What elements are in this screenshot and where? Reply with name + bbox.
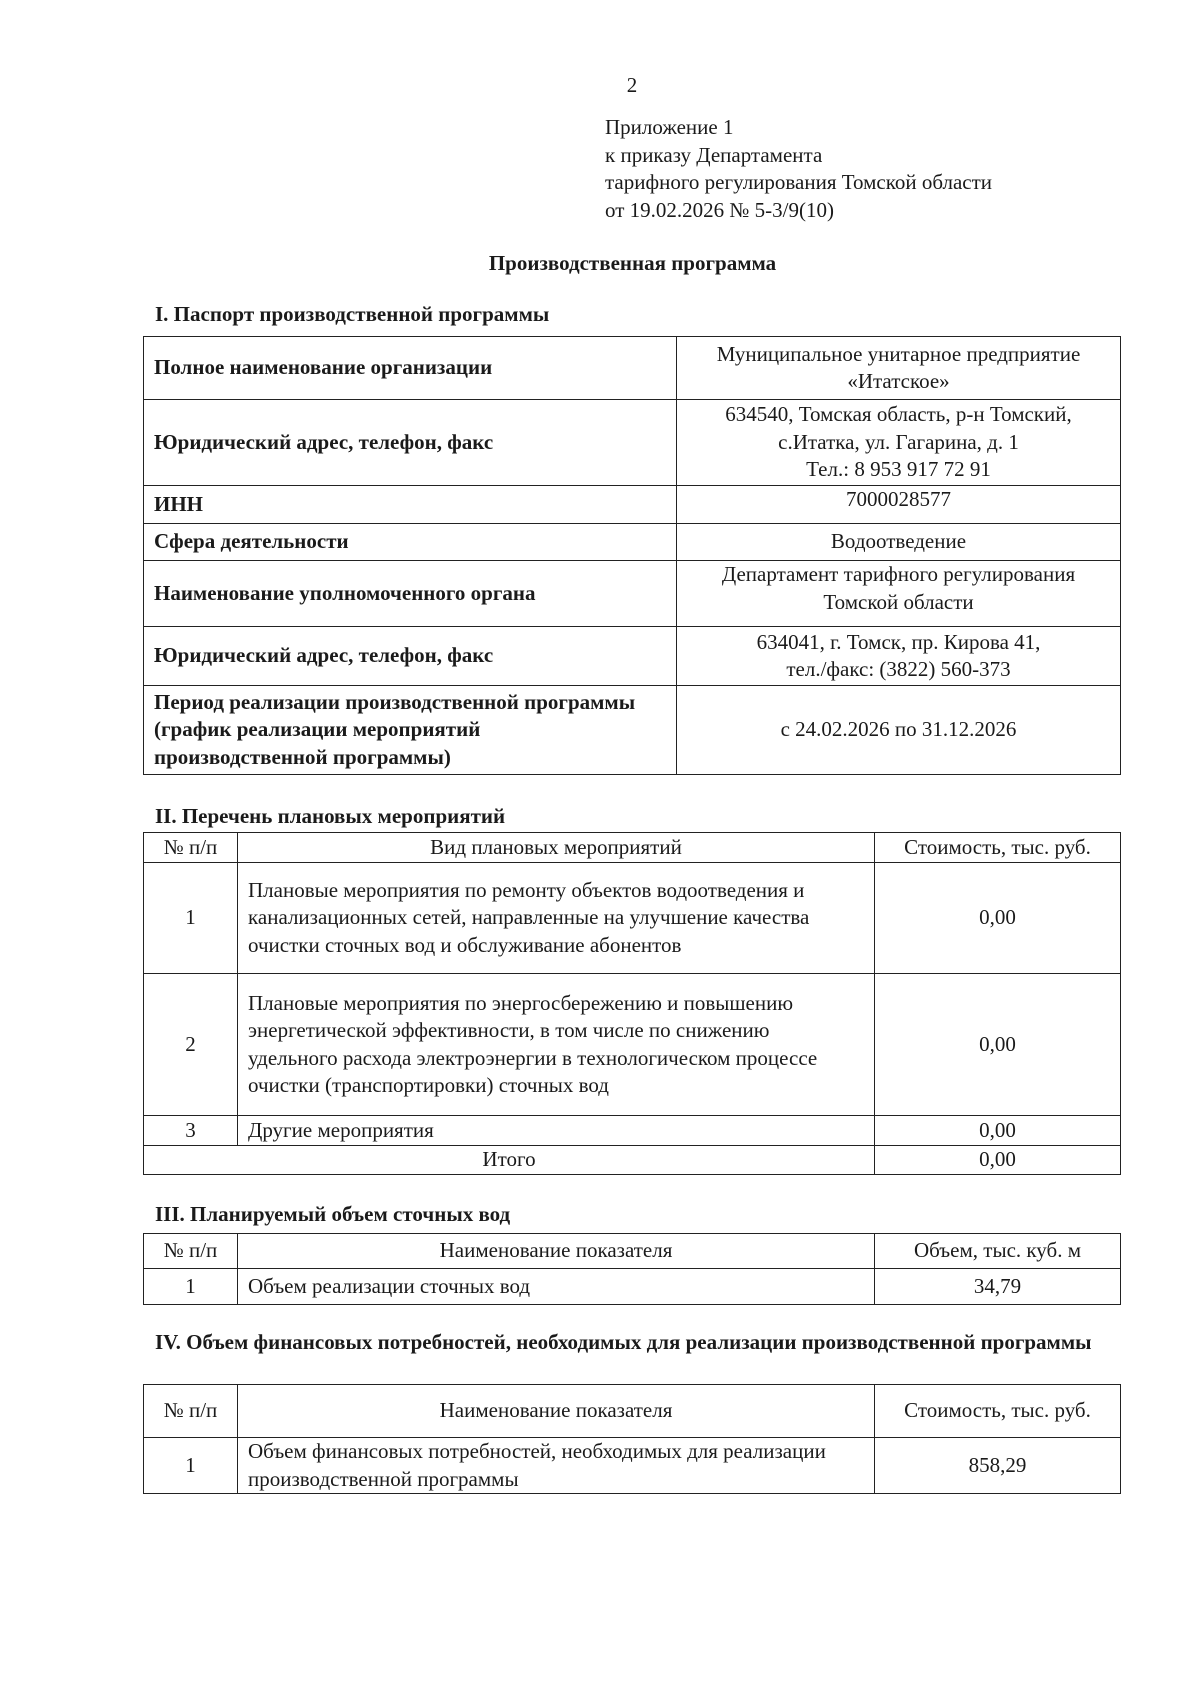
value-line: 634540, Томская область, р-н Томский, xyxy=(725,402,1072,427)
label-cell: Полное наименование организации xyxy=(144,337,677,400)
label-cell: Период реализации производственной программы (график реализации мероприятий производственной программы) xyxy=(144,686,677,775)
header-cell: Объем, тыс. куб. м xyxy=(875,1234,1121,1269)
activity-name: Плановые мероприятия по ремонту объектов водоотведения и канализационных сетей, направленные на улучшение качества очистки сточных вод и обслуживание абонентов xyxy=(238,863,875,974)
row-number: 3 xyxy=(144,1116,238,1146)
header-cell: № п/п xyxy=(144,1385,238,1438)
value-line: тел./факс: (3822) 560-373 xyxy=(786,657,1011,681)
indicator-name: Объем финансовых потребностей, необходимых для реализации производственной программы xyxy=(238,1438,875,1494)
activity-cost: 0,00 xyxy=(875,863,1121,974)
table-row xyxy=(144,627,1121,686)
value-line: Департамент тарифного регулирования xyxy=(721,562,1076,586)
header-cell: Наименование показателя xyxy=(238,1385,875,1438)
passport-table xyxy=(143,336,1121,775)
table-row xyxy=(144,561,1121,627)
section4-heading: IV. Объем финансовых потребностей, необходимых для реализации производственной программы xyxy=(155,1330,1092,1354)
value-cell xyxy=(677,627,1121,686)
value-cell xyxy=(677,561,1121,627)
header-cell: Стоимость, тыс. руб. xyxy=(875,833,1121,863)
table-row xyxy=(144,486,1121,524)
table-row xyxy=(144,1438,1121,1494)
table-row xyxy=(144,974,1121,1116)
table-row xyxy=(144,337,1121,400)
header-cell: № п/п xyxy=(144,833,238,863)
value-line: Муниципальное унитарное предприятие xyxy=(716,341,1081,366)
table-header-row xyxy=(144,1234,1121,1269)
table-row xyxy=(144,686,1121,775)
table-row xyxy=(144,400,1121,486)
volume-table xyxy=(143,1233,1121,1305)
row-number: 1 xyxy=(144,1269,238,1305)
row-number: 1 xyxy=(144,1438,238,1494)
document-title: Производственная программа xyxy=(488,251,777,275)
section2-heading: II. Перечень плановых мероприятий xyxy=(155,804,506,828)
annex-line: к приказу Департамента xyxy=(605,142,823,167)
activities-table xyxy=(143,832,1121,1175)
row-number: 1 xyxy=(144,863,238,974)
value-line: 634041, г. Томск, пр. Кирова 41, xyxy=(756,629,1041,654)
header-cell: № п/п xyxy=(144,1234,238,1269)
label-cell: Сфера деятельности xyxy=(144,524,677,561)
table-row xyxy=(144,1116,1121,1146)
value-line: «Итатское» xyxy=(847,369,950,393)
value-cell: с 24.02.2026 по 31.12.2026 xyxy=(677,686,1121,775)
annex-block xyxy=(605,114,992,224)
section3-heading: III. Планируемый объем сточных вод xyxy=(155,1202,511,1226)
table-row xyxy=(144,524,1121,561)
value-line: Тел.: 8 953 917 72 91 xyxy=(806,457,991,482)
indicator-value: 858,29 xyxy=(875,1438,1121,1494)
label-cell: Юридический адрес, телефон, факс xyxy=(144,400,677,486)
value-cell xyxy=(677,337,1121,400)
total-row xyxy=(144,1146,1121,1175)
value-cell: 7000028577 xyxy=(677,486,1121,524)
header-cell: Наименование показателя xyxy=(238,1234,875,1269)
header-cell: Вид плановых мероприятий xyxy=(238,833,875,863)
label-cell: Юридический адрес, телефон, факс xyxy=(144,627,677,686)
header-cell: Стоимость, тыс. руб. xyxy=(875,1385,1121,1438)
activity-name: Плановые мероприятия по энергосбережению и повышению энергетической эффективности, в том числе по снижению удельного расхода электроэнергии в технологическом процессе очистки (транспортировки) сточных вод xyxy=(238,974,875,1116)
table-row xyxy=(144,863,1121,974)
value-line: с.Итатка, ул. Гагарина, д. 1 xyxy=(778,429,1019,454)
total-value: 0,00 xyxy=(875,1146,1121,1175)
section1-heading: I. Паспорт производственной программы xyxy=(155,302,550,326)
table-header-row xyxy=(144,1385,1121,1438)
indicator-value: 34,79 xyxy=(875,1269,1121,1305)
activity-name: Другие мероприятия xyxy=(238,1116,875,1146)
activity-cost: 0,00 xyxy=(875,974,1121,1116)
page-number: 2 xyxy=(626,73,638,97)
annex-line: тарифного регулирования Томской области xyxy=(605,170,993,194)
table-header-row xyxy=(144,833,1121,863)
row-number: 2 xyxy=(144,974,238,1116)
annex-line: от 19.02.2026 № 5-3/9(10) xyxy=(605,197,835,222)
total-label: Итого xyxy=(144,1146,875,1175)
finance-table xyxy=(143,1384,1121,1494)
annex-line: Приложение 1 xyxy=(605,115,734,139)
value-line: Томской области xyxy=(823,589,974,614)
indicator-name: Объем реализации сточных вод xyxy=(238,1269,875,1305)
value-cell xyxy=(677,400,1121,486)
activity-cost: 0,00 xyxy=(875,1116,1121,1146)
table-row xyxy=(144,1269,1121,1305)
value-cell: Водоотведение xyxy=(677,524,1121,561)
label-cell: ИНН xyxy=(144,486,677,524)
label-cell: Наименование уполномоченного органа xyxy=(144,561,677,627)
